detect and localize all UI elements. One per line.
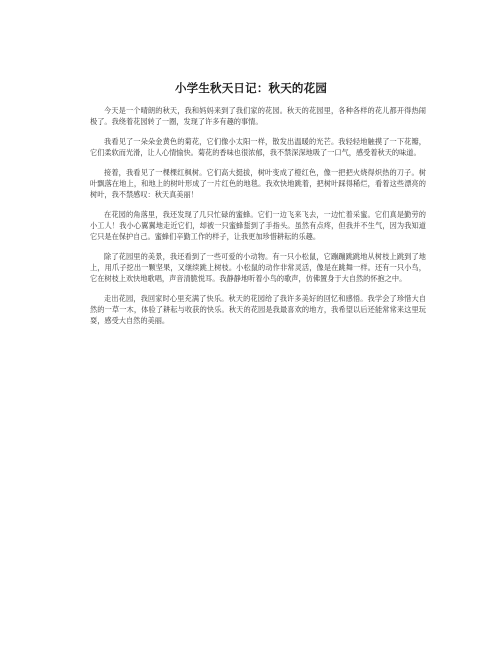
paragraph-2: 我看见了一朵朵金黄色的菊花，它们像小太阳一样，散发出温暖的光芒。我轻轻地触摸了一下花瓣，它们柔软而光滑，让人心情愉快。菊花的香味也很浓郁，我不禁深深地吸了一口气，感受着秋天的味道。 xyxy=(90,137,426,157)
paragraph-1: 今天是一个晴朗的秋天，我和妈妈来到了我们家的花园。秋天的花园里，各种各样的花儿都开得热闹极了。我绕着花园转了一圈，发现了许多有趣的事情。 xyxy=(90,106,426,126)
paragraph-4: 在花园的角落里，我还发现了几只忙碌的蜜蜂。它们一边飞来飞去，一边忙着采蜜。它们真是勤劳的小工人！我小心翼翼地走近它们，却被一只蜜蜂蜇到了手指头。虽然有点疼，但我并不生气，因为我知道它只是在保护自己。蜜蜂们辛勤工作的样子，让我更加珍惜耕耘的乐趣。 xyxy=(90,210,426,241)
paragraph-5: 除了花园里的美景，我还看到了一些可爱的小动物。有一只小松鼠，它蹦蹦跳跳地从树枝上跳到了地上，用爪子挖出一颗坚果，又继续跳上树枝。小松鼠的动作非常灵活，像是在跳舞一样。还有一只小鸟，它在树枝上欢快地歌唱，声音清脆悦耳。我静静地听着小鸟的歌声，仿佛置身于大自然的怀抱之中。 xyxy=(90,252,426,283)
paragraph-3: 接着，我看见了一棵棵红枫树。它们高大挺拔，树叶变成了橙红色，像一把把火烧得炽热的刀子。树叶飘落在地上，和地上的树叶形成了一片红色的地毯。我欢快地跳着，把树叶踩得稀烂，看着这些漂亮的树叶，我不禁感叹：秋天真美丽！ xyxy=(90,168,426,199)
document-title: 小学生秋天日记：秋天的花园 xyxy=(174,81,328,95)
document-body xyxy=(90,105,426,335)
paragraph-6: 走出花园，我回家时心里充满了快乐。秋天的花园给了我许多美好的回忆和感悟。我学会了珍惜大自然的一草一木，体验了耕耘与收获的快乐。秋天的花园是我最喜欢的地方，我希望以后还能常常来这里玩耍，感受大自然的美丽。 xyxy=(90,294,426,325)
